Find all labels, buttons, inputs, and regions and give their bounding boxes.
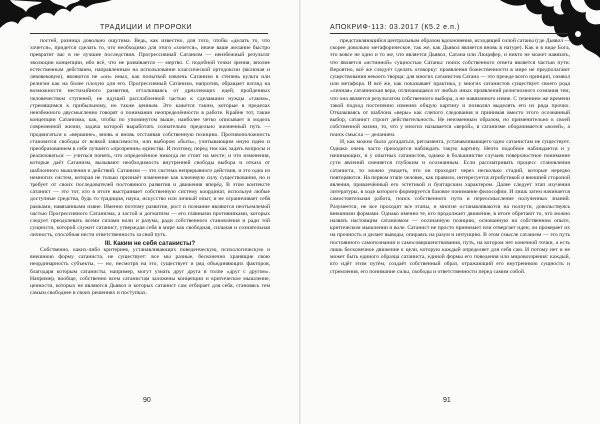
left-running-head: ТРАДИЦИИ И ПРОРОКИ	[100, 24, 193, 31]
right-paragraph: представляющийся центральным образом вдохновения, исходящей силой сатаны (где Дьявол — скорее довольно метафорическое, так же, как Дьявол является вновь в натуре). Как и в виде Бога, это вовсе не одно и то же, что является Дьявол, Сатана или Люцифер, и никто не может навязать, что является «истинной» сущностью Сатаны: поиск собственного ответа является частью пути. Вероятно, всё же следует сделать оговорку: проявления божественности в мире не предполагают существования некоего творца: для многих сатанистов Сатана — это прежде всего принцип, символ или метафора. И всё же, как показывает практика, у многих сатанистов существует своего рода «личная» сатанинская вера, отличающаяся от любых иных проявлений религиозного сознания тем, что она является результатом собственного выбора, а не навязанного извне. С течением же времени такой подход постепенно изменял общую картину и позволял выделять его из ряда прочих. Отказываясь от шаблона «веры» как слепого следования и принимая вместо этого осознанный выбор, сатанист строит действительность. Не неизменным образом, но применительно к своей собственной жизни, то, что у многих называется «верой», в сатанизме оборачивается «волей», а поиск смысла — деланием.	[330, 38, 570, 138]
section-heading: III. Каким не себя сатанисты?	[104, 239, 196, 247]
right-body-text	[330, 38, 570, 276]
left-corner-ornament	[0, 0, 112, 30]
right-header-rule	[330, 33, 568, 34]
left-paragraph: Собственно, каких-либо критериев, устанавливающих поведенческую, психологическую и внешнюю форму сатаниста, не существует: все мы разные, бесконечно хранящие свою неординарность субъекты, — но, несмотря на это, существует и ряд объединяющих факторов, благодаря которым сатанисты, например, могут узнать друг друга в толпе «друг с другом». Например, вообще, собственно всем сатанистам заложены концепции и критическое мышление, ценности, которых не являются Дьявол и которых сатанист сам отбирает для себя, становясь тем самым свободнее в своих решениях и поступках.	[30, 246, 270, 297]
left-page-number: 90	[143, 397, 151, 404]
right-paragraph: И, как можно было догадаться, регламента, устанавливающего одно сатанистам не существует. Однако очень часто приходится наблюдать такую картину. Нечто подобное наблюдается и у начинающих, и у опытных сатанистов, однако в большинстве случаев поверхностное понимание сути явлений сменяется глубоким и осознанным. Если рассматривать процесс становления сатаниста, то можно увидеть, что он проходит через несколько стадий, которые нередко повторяются. На первом этапе человек, как правило, интересуется атрибутикой и внешней стороной явления, привлечённый его эстетикой и бунтарским характером. Далее следует этап изучения литературы, в ходе которого формируется базовое понимание философии. И лишь затем начинается самостоятельная работа, поиск собственного пути и переосмысление полученных знаний. Разумеется, не все проходят все этапы, и многие останавливаются на полпути, довольствуясь внешними формами. Однако именно те, кто продолжает движение, в итоге обретают то, что можно назвать настоящим сатанизмом — осознанную позицию, основанную на собственном опыте, критическом мышлении и воле. Сатанист не просто принимает или отвергает идеи, он проверяет их на прочность и делает выводы, опираясь на разум и интуицию. В этом смысле сатанизм — это путь постоянного самопознания и самосовершенствования, путь, на котором нет конечной точки, а есть лишь бесконечное движение к цели, которую каждый определяет для себя сам. И потому нет и не может быть единого образца сатаниста, единой формы его поведения или мировоззрения: каждый, кто идёт этим путём, создаёт собственный образ, отражающий его внутреннюю сущность и стремления, его понимание силы, свободы и ответственности перед самим собой.	[330, 138, 570, 275]
left-header-rule	[30, 33, 268, 34]
left-paragraph: постей, разница довольно ощутима. Ведь, как известно, для того, чтобы «делать то, что хочется», придется сделать то, что необходимо для этого «хочется», иначе ваше желание быстро превратит вас в не лучшие последствия. Прогрессивный Сатанизм — неизбежный результат эволюции концепции, ибо всё, что не развивается — мертво. С подобной точки зрения, вполне естественным действием, направленным на использование классической ортодоксии (включая и левовековую), являются не «он» иных, как попыткой извлечь Сатанизм в степень культа или религии как на более плохую для его. Прогрессивный Сатанизм, напротив, обращает взгляд на возможности нестихийного развития, отталкиваясь от дряхлеющих идей, пройденных человечеством ступеней, не идущей расслабленной частью к сделавшим нужды «таким», стремящимся к прибыльному, но также ценным. Это кажется таким, которые в пределах неизбежного двусмысленно говорят о понимании неопределённости в работе. Крайне тот, такие концепции Сатанизма, как, чтобы по упоминутом выше, наиболее четко описывает в модель современной жизни, задача которой выработать сознательно предельно жизненный путь — продвигаться к «вершине», вновь и вновь отстаивая собственную позицию. Противоположность становится свободы от всякой зависимости, или выбором «быть», учитывающим иную идею и преобразованием в себе лучшего «прозрения» единства. И поэтому, перед тем как задать вопросы и реализоваться — учиться понять, что определённое никогда не стоит на месте; и что изменения, которые даёт Сатанизм, вызывают необходимость внутренней свободы выбора и отказа от шаблонного мышления и действий. Сатанизм — это система непрерывного действия, и это одна из немногих систем, которая не только признаёт изменение как ключевую силу существования, но и требует от своих последователей постоянного развития и движения вперёд. В этом контексте сатанист — это тот, кто в итоге выстраивает собственную систему координат, используя любые доступные средства, будь то традиция, наука, искусство или личный опыт, и не ограничивает себя рамками, навязанными извне. Именно поэтому развитие, рост и познание являются неотъемлемой частью Прогрессивного Сатанизма, а застой и догматизм — его главными противниками, которых следует преодолевать всеми силами воли и разума, ради собственного становления и ради той сущности, которой служит сатанист, утверждая себя в мире как свободная, сильная и сознательная личность, способная нести ответственность за свой путь.	[30, 38, 270, 239]
left-body-text	[30, 38, 270, 297]
right-page-number: 91	[443, 397, 451, 404]
right-page	[300, 0, 600, 424]
right-running-head: АПОКРИФ-113: 03.2017 (К5.2 е.п.)	[330, 24, 460, 31]
